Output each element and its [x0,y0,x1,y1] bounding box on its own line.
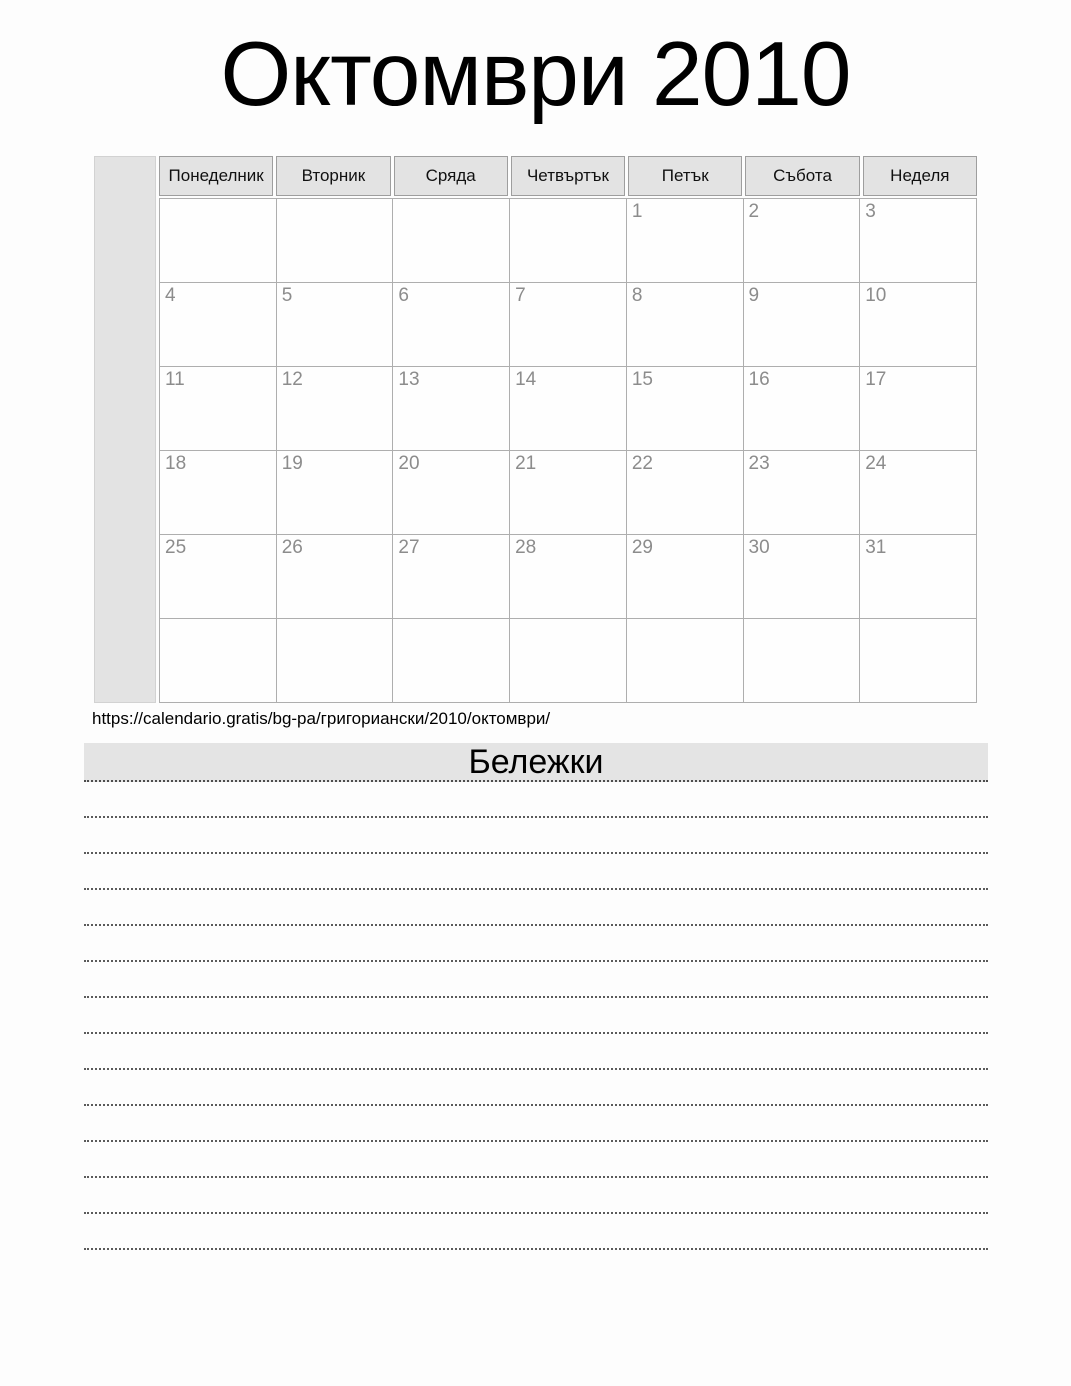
day-cell [860,618,977,702]
notes-line [84,1178,988,1214]
day-cell [510,198,627,282]
day-cell: 18 [160,450,277,534]
day-cell: 6 [393,282,510,366]
day-cell: 26 [276,534,393,618]
week-row [160,618,977,702]
calendar-main [159,156,977,703]
day-cell: 2 [743,198,860,282]
calendar-grid [159,198,977,703]
page-title: Октомври 2010 [220,24,851,125]
day-cell: 21 [510,450,627,534]
day-cell: 1 [626,198,743,282]
day-cell: 31 [860,534,977,618]
notes-line [84,1214,988,1250]
day-cell: 15 [626,366,743,450]
notes-line [84,782,988,818]
day-cell: 23 [743,450,860,534]
notes-line [84,998,988,1034]
day-cell: 20 [393,450,510,534]
day-header-wednesday: Сряда [394,156,508,196]
day-cell [626,618,743,702]
day-header-friday: Петък [628,156,742,196]
notes-line [84,1034,988,1070]
day-cell: 14 [510,366,627,450]
day-cell [276,618,393,702]
source-url: https://calendario.gratis/bg-pa/григориански/2010/октомври/ [92,708,551,728]
notes-line [84,1070,988,1106]
week-row [160,450,977,534]
day-cell [510,618,627,702]
week-row [160,534,977,618]
day-cell: 22 [626,450,743,534]
notes-line [84,962,988,998]
notes-line [84,818,988,854]
day-cell [276,198,393,282]
day-cell: 13 [393,366,510,450]
notes-line [84,854,988,890]
notes-header-band [84,743,988,782]
day-cell: 9 [743,282,860,366]
day-header-tuesday: Вторник [276,156,390,196]
day-cell: 25 [160,534,277,618]
weekday-header-row [159,156,977,196]
day-header-monday: Понеделник [159,156,273,196]
day-cell [160,618,277,702]
day-cell: 27 [393,534,510,618]
day-header-saturday: Събота [745,156,859,196]
day-header-sunday: Неделя [863,156,977,196]
day-cell: 19 [276,450,393,534]
notes-title: Бележки [468,742,604,781]
day-cell [160,198,277,282]
day-cell: 30 [743,534,860,618]
notes-line [84,1142,988,1178]
day-cell: 16 [743,366,860,450]
day-cell: 29 [626,534,743,618]
day-cell: 8 [626,282,743,366]
day-cell: 4 [160,282,277,366]
day-cell: 7 [510,282,627,366]
day-cell: 28 [510,534,627,618]
week-row [160,282,977,366]
day-cell: 3 [860,198,977,282]
day-cell [743,618,860,702]
day-cell: 10 [860,282,977,366]
notes-line [84,1106,988,1142]
day-header-thursday: Четвъртък [511,156,625,196]
notes-line [84,890,988,926]
week-row [160,198,977,282]
notes-section [84,743,988,1250]
week-row [160,366,977,450]
day-cell: 17 [860,366,977,450]
week-margin-strip [94,156,156,703]
day-cell: 5 [276,282,393,366]
day-cell [393,198,510,282]
day-cell: 24 [860,450,977,534]
day-cell: 12 [276,366,393,450]
day-cell [393,618,510,702]
calendar [94,156,977,703]
day-cell: 11 [160,366,277,450]
notes-line [84,926,988,962]
